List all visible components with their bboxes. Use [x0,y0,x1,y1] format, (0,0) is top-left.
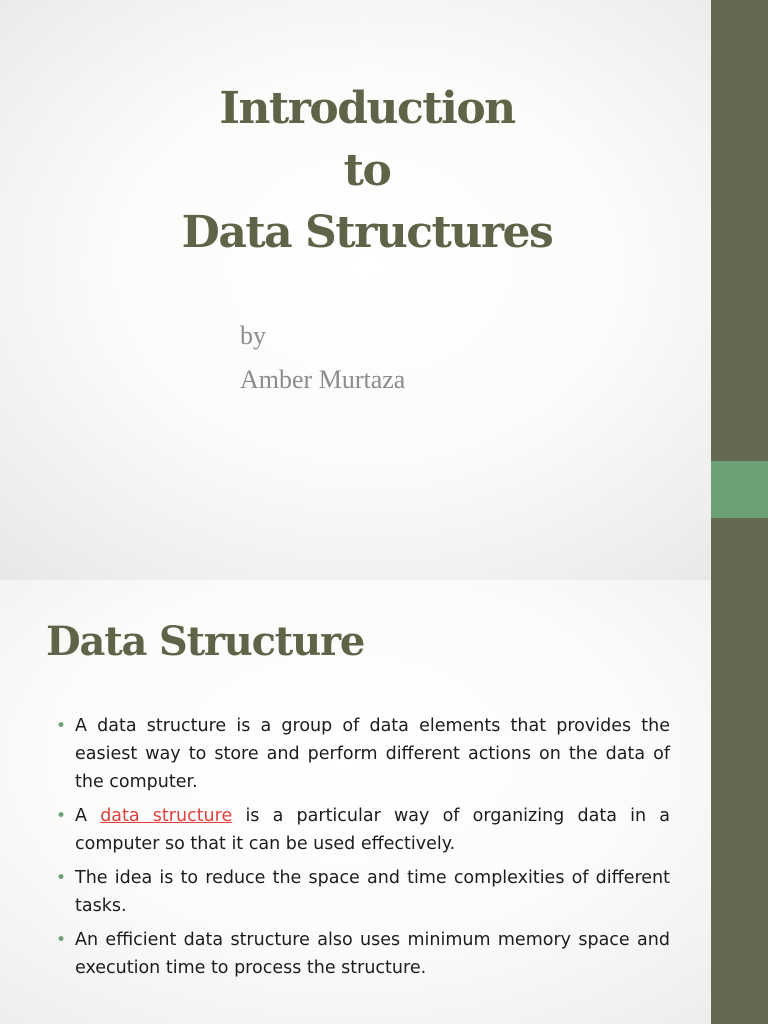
bullet-item [56,802,670,858]
title-line-3: Data Structures [181,207,553,258]
bullet-text: An efficient data structure also uses minimum memory space and execution time to process the structure. [75,930,670,978]
bullet-list [56,712,670,988]
data-structure-link[interactable]: data structure [100,806,233,826]
content-slide [0,580,768,1024]
slide-title [0,78,734,264]
author-name: Amber Murtaza [240,365,406,394]
bullet-item [56,864,670,920]
slide-sidebar [711,580,768,1024]
bullet-icon: • [56,806,67,826]
bullet-icon: • [56,868,67,888]
bullet-text-suffix: is a particular way of organizing data in a computer so that it can be used effectively. [75,806,670,854]
bullet-item [56,926,670,982]
sidebar-accent [711,461,768,518]
bullet-text: A data structure is a group of data elements that provides the easiest way to store and perform different actions on the data of the computer. [75,716,670,792]
bullet-icon: • [56,716,67,736]
slide-heading: Data Structure [46,618,365,665]
author-block [240,314,405,402]
title-line-2: to [343,145,391,196]
title-line-1: Introduction [219,83,515,134]
bullet-item [56,712,670,796]
author-by: by [240,321,266,350]
bullet-icon: • [56,930,67,950]
bullet-text-prefix: A [75,806,101,826]
bullet-text: The idea is to reduce the space and time complexities of different tasks. [75,868,670,916]
